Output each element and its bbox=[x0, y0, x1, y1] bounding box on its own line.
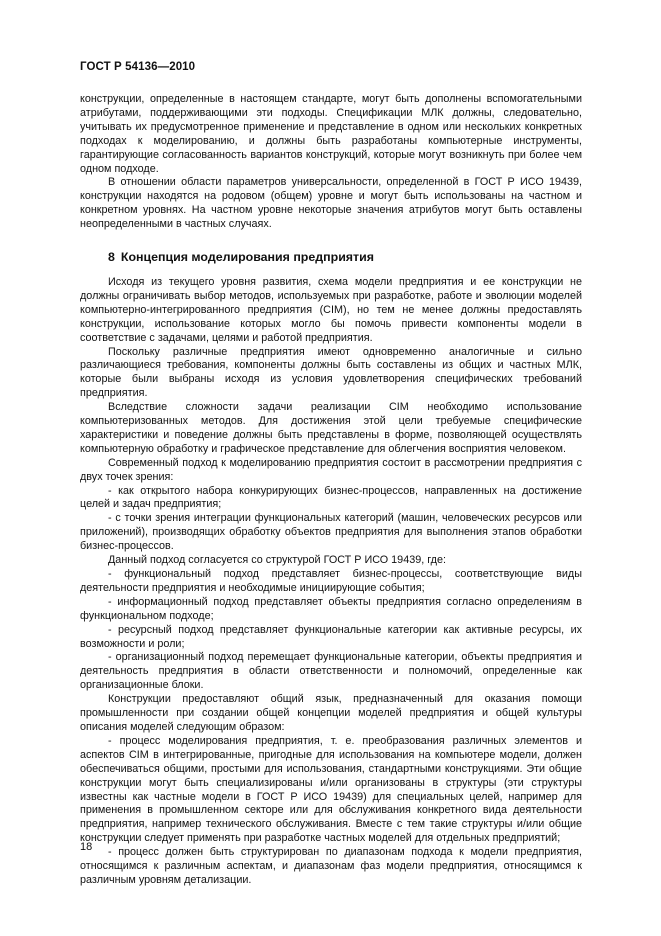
document-header: ГОСТ Р 54136—2010 bbox=[80, 61, 196, 73]
page-content bbox=[80, 93, 582, 888]
body-paragraph: Вследствие сложности задачи реализации CIM необходимо использование компьютеризованных методов. Для достижения этой цели требуемые специфические характеристики и поведение должны быть представлены в форме, позволяющей осуществлять компьютерную обработку и графическое представление для облегчения восприятия человеком. bbox=[80, 401, 582, 455]
list-item: - процесс моделирования предприятия, т. е. преобразования различных элементов и аспектов CIM в интегрированные, пригодные для использования на компьютере модели, должен обеспечиваться общими, простыми для использования, стандартными конструкциями. Эти общие конструкции могут быть специализированы и/или организованы в структуры (эти структуры известны как частные модели в ГОСТ Р ИСО 19439) для специальных целей, например для применения в промышленном секторе или для обслуживания конкретного вида деятельности предприятия, например технического обслуживания. Вместе с тем такие структуры и/или общие конструкции следует применять при разработке частных моделей для отдельных предприятий; bbox=[80, 734, 582, 845]
intro-paragraph: В отношении области параметров универсальности, определенной в ГОСТ Р ИСО 19439, конструкции находятся на родовом (общем) уровне и могут быть использованы на частном и конкретном уровнях. На частном уровне некоторые значения атрибутов могут быть оставлены неопределенными в частных случаях. bbox=[80, 176, 582, 231]
body-paragraph: Данный подход согласуется со структурой ГОСТ Р ИСО 19439, где: bbox=[108, 554, 446, 567]
list-item: - ресурсный подход представляет функциональные категории как активные ресурсы, их возможности и роли; bbox=[80, 623, 582, 650]
list-item: - функциональный подход представляет бизнес-процессы, соответствующие виды деятельности предприятия и необходимые инициирующие события; bbox=[80, 568, 582, 594]
body-paragraph: Поскольку различные предприятия имеют одновременно аналогичные и сильно различающиеся требования, компоненты должны быть составлены из общих и частных МЛК, которые были выбраны исходя из условия удовлетворения специфических требований предприятия. bbox=[80, 345, 582, 400]
list-item: - информационный подход представляет объекты предприятия согласно определениям в функциональном подходе; bbox=[80, 595, 582, 622]
page-number: 18 bbox=[80, 841, 93, 853]
intro-paragraph: конструкции, определенные в настоящем стандарте, могут быть дополнены вспомогательными атрибутами, поддерживающими эти подходы. Спецификации МЛК должны, следовательно, учитывать их предусмотренное применение и представление в одном или нескольких конкретных подходах к моделированию, и должны быть разработаны компьютерные инструменты, гарантирующие согласованность вариантов конструкций, которые могут возникнуть при более чем одном подходе. bbox=[80, 93, 582, 175]
list-item: - организационный подход перемещает функциональные категории, объекты предприятия и деятельность предприятия в области ответственности и полномочий, определенные как организационные блоки. bbox=[80, 651, 582, 692]
list-item: - процесс должен быть структурирован по диапазонам подхода к модели предприятия, относящимся к различным аспектам, и диапазонам фаз модели предприятия, относящимся к различным уровням детализации. bbox=[80, 846, 582, 886]
body-paragraph: Исходя из текущего уровня развития, схема модели предприятия и ее конструкции не должны ограничивать выбор методов, используемых при разработке, работе и эволюции моделей компьютерно-интегрированного предприятия (CIM), но тем не менее должны предоставлять конструкции, использование которых могло бы помочь привести компоненты модели в соответствие с задачами, целями и работой предприятия. bbox=[80, 275, 582, 344]
list-item: - как открытого набора конкурирующих бизнес-процессов, направленных на достижение целей и задач предприятия; bbox=[80, 484, 582, 511]
section-number: 8 bbox=[108, 250, 115, 265]
body-paragraph: Современный подход к моделированию предприятия состоит в рассмотрении предприятия с двух точек зрения: bbox=[80, 456, 582, 483]
section-title: Концепция моделирования предприятия bbox=[120, 250, 374, 265]
body-paragraph: Конструкции предоставляют общий язык, предназначенный для оказания помощи промышленности при создании общей концепции моделей предприятия и общей культуры описания моделей следующим образом: bbox=[80, 693, 582, 733]
list-item: - с точки зрения интеграции функциональных категорий (машин, человеческих ресурсов или приложений), производящих обработку объектов предприятия для выполнения этапов обработки бизнес-процессов. bbox=[80, 512, 582, 553]
section-heading bbox=[108, 251, 582, 265]
